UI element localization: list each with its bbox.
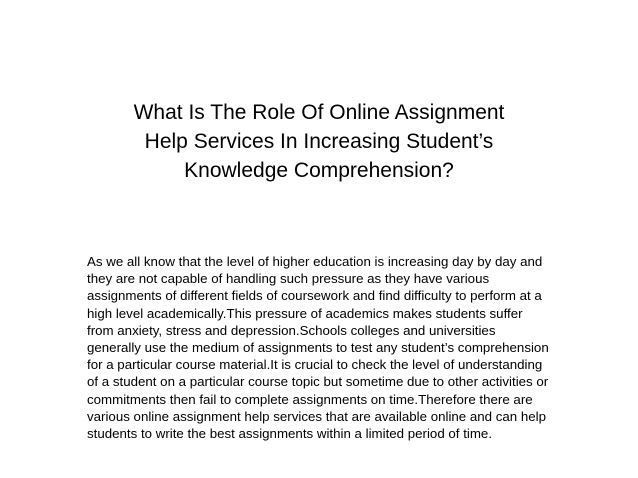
slide-title: What Is The Role Of Online Assignment Help Services In Increasing Student’s Knowledge Comprehension? — [133, 101, 505, 182]
slide-body-text: As we all know that the level of higher education is increasing day by day and they are not capable of handling such pressure as they have various assignments of different fields of coursework and find difficulty to perform at a high level academically.This pressure of academics makes students suffer from anxiety, stress and depression.Schools colleges and universities generally use the medium of assignments to test any student’s comprehension for a particular course material.It is crucial to check the level of understanding of a student on a particular course topic but sometime due to other activities or commitments then fail to complete assignments on time.Therefore there are various online assignment help services that are available online and can help students to write the best assignments within a limited period of time. — [87, 254, 549, 442]
